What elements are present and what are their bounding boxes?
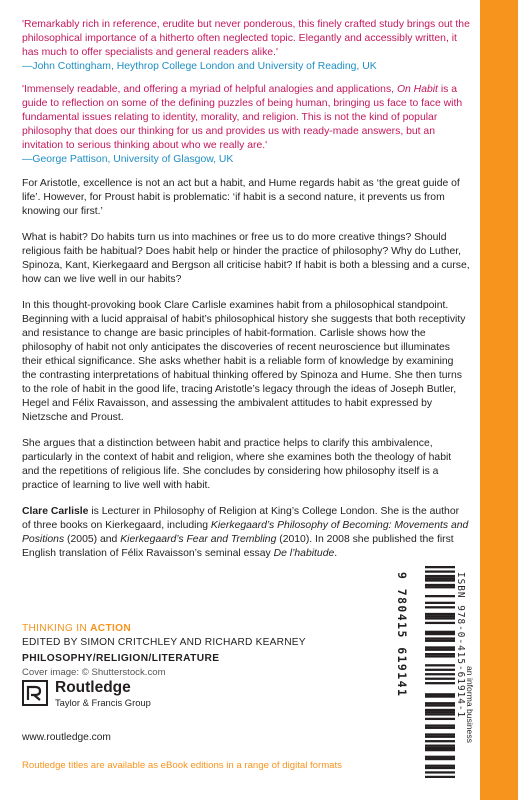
routledge-emblem-icon — [22, 680, 48, 706]
endorsement-2-text-a: 'Immensely readable, and offering a myriad of helpful analogies and applications, — [22, 84, 397, 95]
barcode-bar — [425, 595, 455, 597]
barcode-bar — [425, 758, 455, 760]
endorsement-2-text-b: is a guide to reflection on some of the defining puzzles of being human, bringing us face to face with fundamental issues relating to identity, morality, and religion. This is not the kind of popular philosophy that does our thinking for us and provides us with ready-made answers, but an invitation to serious thinking about who we really are.' — [22, 84, 463, 151]
ebook-note: Routledge titles are available as eBook editions in a range of digital formats — [22, 760, 342, 771]
series-name-b: ACTION — [90, 623, 131, 634]
endorsement-2-cite: —George Pattison, University of Glasgow, UK — [22, 154, 234, 165]
series-name — [22, 622, 352, 636]
endorsement-1-text: 'Remarkably rich in reference, erudite but never ponderous, this finely crafted study brings out the philosophical importance of a hitherto often neglected topic. Elegantly and accessibly written, it has much to offer specialists and general readers alike.' — [22, 19, 470, 58]
barcode-bar — [425, 704, 455, 706]
barcode-bar — [425, 745, 455, 747]
back-cover-text — [22, 18, 470, 561]
barcode-bar — [425, 709, 455, 711]
barcode-bar — [425, 771, 455, 773]
barcode-bar — [425, 713, 455, 715]
blurb-paragraph-4: She argues that a distinction between habit and practice helps to clarify this ambivalence, particularly in the context of habit and religion, where she examines both the theology of habit and the repetitions of religious life. She concludes by considering how philosophy itself is a practice of learning to live well with habit. — [22, 438, 452, 491]
endorsement-1 — [22, 18, 470, 74]
endorsement-1-cite: —John Cottingham, Heythrop College London and University of Reading, UK — [22, 61, 377, 72]
barcode-human-readable: 9 780415 619141 — [395, 572, 409, 698]
routledge-logo — [22, 680, 151, 707]
barcode-bar — [425, 678, 455, 680]
author-name: Clare Carlisle — [22, 506, 89, 517]
barcode-bar — [425, 669, 455, 671]
barcode-bar — [425, 653, 455, 655]
barcode-bar — [425, 622, 455, 624]
barcode-bar — [425, 736, 455, 738]
blurb-paragraph-2: What is habit? Do habits turn us into machines or free us to do more creative things? Should religious faith be habitual? Does habit help or hinder the practice of philosophy? Why do Luther, Spinoza, Kant, Kierkegaard and Bergson all criticise habit? If habit is both a blessing and a curse, how can we live well in our habits? — [22, 232, 470, 285]
barcode-bar — [425, 749, 455, 751]
barcode-bar — [425, 724, 455, 726]
author-bio — [22, 505, 470, 561]
orange-spine-stripe — [479, 0, 518, 800]
publisher-name: Routledge — [55, 679, 131, 696]
barcode-bar — [425, 613, 455, 615]
barcode-bar — [425, 693, 455, 695]
informa-tagline: an informa business — [465, 666, 475, 743]
publisher-website: www.routledge.com — [22, 732, 111, 743]
barcode-bar — [425, 615, 455, 617]
barcode-bar — [425, 664, 455, 666]
barcode-bar — [425, 606, 455, 608]
bio-text-a: is Lecturer in Philosophy of Religion at King’s College London. She is the author of three books on Kierkegaard, including — [22, 506, 460, 531]
barcode-bar — [425, 633, 455, 635]
barcode-bar — [425, 718, 455, 720]
barcode-bar — [425, 577, 455, 579]
bio-text-c: (2010). In 2008 she published the first English translation of Félix Ravaisson’s seminal essay — [22, 534, 454, 559]
bio-text-d: . — [334, 548, 338, 559]
barcode-bar — [425, 655, 455, 657]
barcode-bar — [425, 673, 455, 675]
endorsement-2-book-title: On Habit — [396, 84, 438, 95]
barcode-bar — [425, 584, 455, 586]
barcode-bar — [425, 586, 455, 588]
barcode-bar — [425, 756, 455, 758]
barcode-bar — [425, 575, 455, 577]
barcode-bar — [425, 566, 455, 568]
bio-book-2: Kierkegaard’s Fear and Trembling — [120, 534, 277, 545]
barcode-bar — [425, 776, 455, 778]
barcode-bar — [425, 579, 455, 581]
barcode-bar — [425, 740, 455, 742]
barcode-bar — [425, 733, 455, 735]
stripe-divider — [478, 0, 480, 800]
barcode-bar — [425, 646, 455, 648]
bio-essay: De l’habitude — [273, 548, 335, 559]
barcode-bar — [425, 570, 455, 572]
barcode-bar — [425, 695, 455, 697]
barcode-bar — [425, 767, 455, 769]
publisher-group: Taylor & Francis Group — [55, 696, 151, 708]
barcode-bar — [425, 637, 455, 639]
barcode-bar — [425, 602, 455, 604]
series-info — [22, 622, 352, 679]
endorsement-2 — [22, 83, 470, 167]
series-editors: EDITED BY SIMON CRITCHLEY AND RICHARD KEARNEY — [22, 636, 306, 648]
series-name-a: THINKING IN — [22, 623, 91, 634]
subject-categories: PHILOSOPHY/RELIGION/LITERATURE — [22, 653, 220, 664]
barcode-bar — [425, 649, 455, 651]
bio-text-b: (2005) and — [64, 534, 121, 545]
barcode-bar — [425, 765, 455, 767]
barcode-bar — [425, 631, 455, 633]
blurb-paragraph-3: In this thought-provoking book Clare Carlisle examines habit from a philosophical standpoint. Beginning with a lucid appraisal of habit’s philosophical history she suggests that both receptivity and resistance to change are basic principles of habit-formation. Carlisle shows how the philosophy of habit not only anticipates the discoveries of recent neuroscience but illuminates their ethical significance. She asks whether habit is a reliable form of knowledge by examining the contrasting interpretations of habitual thinking offered by Spinoza and Hume. She then turns to the role of habit in the good life, tracing Aristotle’s legacy through the ideas of Joseph Butler, Hegel and Félix Ravaisson, and assessing the ambivalent attitudes to habit expressed by Nietzsche and Proust. — [22, 300, 466, 423]
logo-text — [55, 680, 151, 707]
barcode-bar — [425, 682, 455, 684]
blurb-paragraph-1: For Aristotle, excellence is not an act but a habit, and Hume regards habit as ‘the great guide of life’. However, for Proust habit is problematic: ‘if habit is a second nature, it prevents us from knowing our first.’ — [22, 178, 460, 217]
barcode-bar — [425, 640, 455, 642]
cover-image-credit: Cover image: © Shutterstock.com — [22, 666, 166, 678]
barcode-bar — [425, 727, 455, 729]
bio-book-1: Kierkegaard’s Philosophy of Becoming: Movements and Positions — [22, 520, 469, 545]
barcode-bar — [425, 747, 455, 749]
barcode-bar — [425, 702, 455, 704]
barcode-bar — [425, 617, 455, 619]
endorsement-2-text — [22, 83, 470, 153]
isbn-label: ISBN 978-0-415-61914-1 — [455, 572, 466, 719]
barcode-bar — [425, 711, 455, 713]
